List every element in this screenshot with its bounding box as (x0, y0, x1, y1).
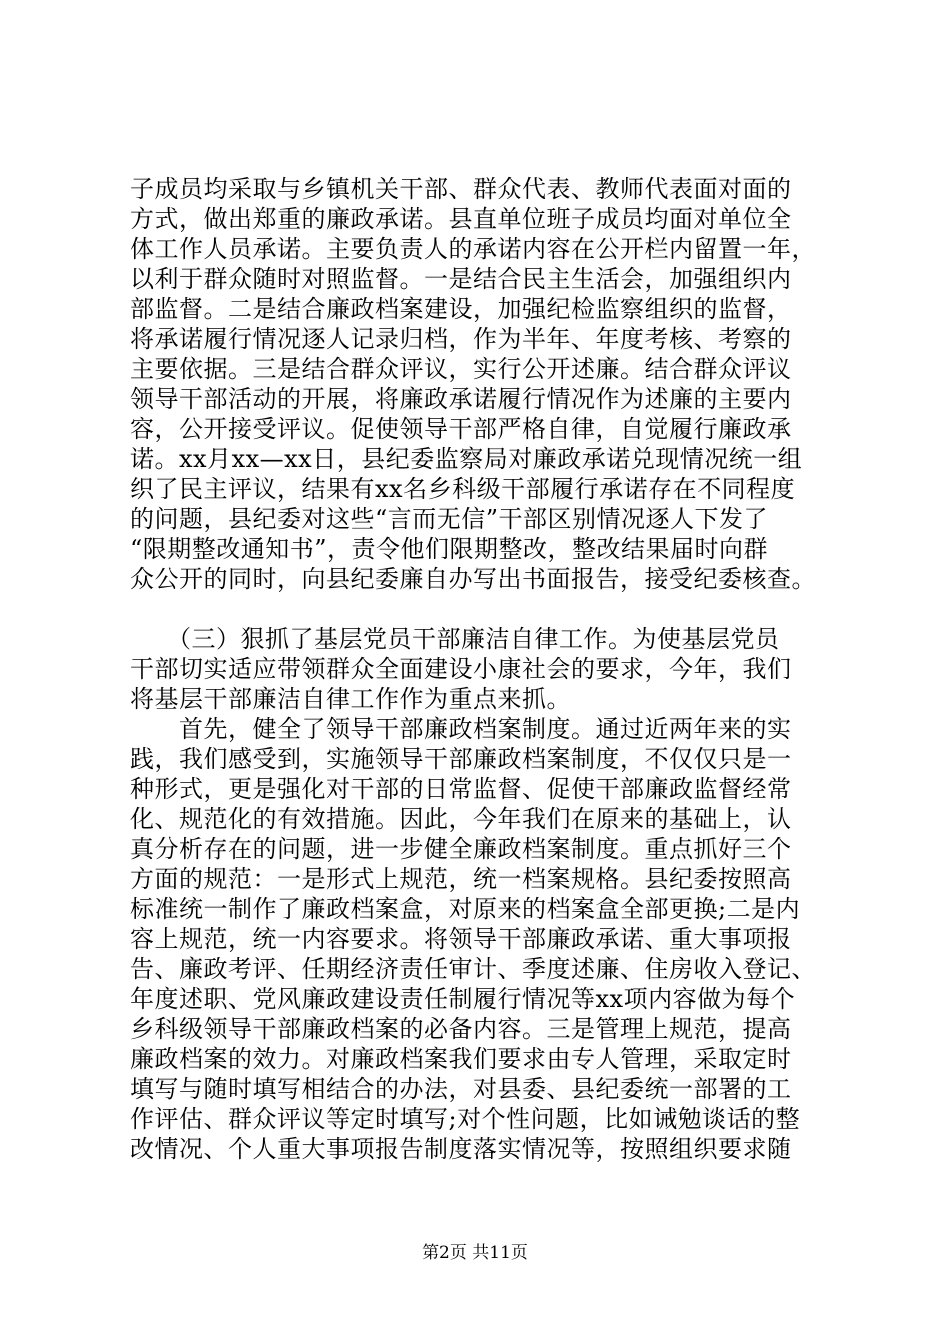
text-line: 容上规范，统一内容要求。将领导干部廉政承诺、重大事项报 (130, 925, 792, 953)
text-line: 体工作人员承诺。主要负责人的承诺内容在公开栏内留置一年， (130, 235, 816, 263)
text-line: 践，我们感受到，实施领导干部廉政档案制度，不仅仅只是一 (130, 745, 792, 773)
paragraph-1 (130, 174, 830, 594)
text-line: 告、廉政考评、任期经济责任审计、季度述廉、住房收入登记、 (130, 955, 816, 983)
paragraph-spacer (130, 594, 830, 624)
text-line: 子成员均采取与乡镇机关干部、群众代表、教师代表面对面的 (130, 175, 792, 203)
paragraph-3 (130, 714, 830, 1164)
document-body (130, 174, 830, 1164)
text-line: 方面的规范：一是形式上规范，统一档案规格。县纪委按照高 (130, 865, 792, 893)
text-line: 标准统一制作了廉政档案盒，对原来的档案盒全部更换;二是内 (130, 895, 801, 923)
text-line: 作评估、群众评议等定时填写;对个性问题，比如诫勉谈话的整 (130, 1105, 801, 1133)
text-line: 种形式，更是强化对干部的日常监督、促使干部廉政监督经常 (130, 775, 792, 803)
text-line: 的问题，县纪委对这些“言而无信”干部区别情况逐人下发了 (130, 505, 769, 533)
text-line: 将基层干部廉洁自律工作作为重点来抓。 (130, 685, 571, 713)
text-line: 年度述职、党风廉政建设责任制履行情况等xx项内容做为每个 (130, 985, 796, 1013)
text-line: 干部切实适应带领群众全面建设小康社会的要求，今年，我们 (130, 655, 792, 683)
paragraph-2 (130, 624, 830, 714)
text-line: “限期整改通知书”，责令他们限期整改，整改结果届时向群 (130, 535, 769, 563)
text-line: 化、规范化的有效措施。因此，今年我们在原来的基础上，认 (130, 805, 792, 833)
text-line: （三）狠抓了基层党员干部廉洁自律工作。为使基层党员 (130, 625, 780, 653)
text-line: 将承诺履行情况逐人记录归档，作为半年、年度考核、考察的 (130, 325, 792, 353)
text-line: 部监督。二是结合廉政档案建设，加强纪检监察组织的监督， (130, 295, 792, 323)
text-line: 以利于群众随时对照监督。一是结合民主生活会，加强组织内 (130, 265, 792, 293)
text-line: 首先，健全了领导干部廉政档案制度。通过近两年来的实 (130, 715, 792, 743)
text-line: 方式，做出郑重的廉政承诺。县直单位班子成员均面对单位全 (130, 205, 792, 233)
text-line: 廉政档案的效力。对廉政档案我们要求由专人管理，采取定时 (130, 1045, 792, 1073)
text-line: 主要依据。三是结合群众评议，实行公开述廉。结合群众评议 (130, 355, 792, 383)
text-line: 织了民主评议，结果有xx名乡科级干部履行承诺存在不同程度 (130, 475, 796, 503)
text-line: 领导干部活动的开展，将廉政承诺履行情况作为述廉的主要内 (130, 385, 792, 413)
text-line: 乡科级领导干部廉政档案的必备内容。三是管理上规范，提高 (130, 1015, 792, 1043)
text-line: 诺。xx月xx—xx日，县纪委监察局对廉政承诺兑现情况统一组 (130, 445, 803, 473)
text-line: 容，公开接受评议。促使领导干部严格自律，自觉履行廉政承 (130, 415, 792, 443)
text-line: 改情况、个人重大事项报告制度落实情况等，按照组织要求随 (130, 1135, 792, 1163)
text-line: 众公开的同时，向县纪委廉自办写出书面报告，接受纪委核查。 (130, 565, 816, 593)
page-number-footer: 第2页 共11页 (422, 1243, 528, 1263)
text-line: 填写与随时填写相结合的办法，对县委、县纪委统一部署的工 (130, 1075, 792, 1103)
text-line: 真分析存在的问题，进一步健全廉政档案制度。重点抓好三个 (130, 835, 792, 863)
